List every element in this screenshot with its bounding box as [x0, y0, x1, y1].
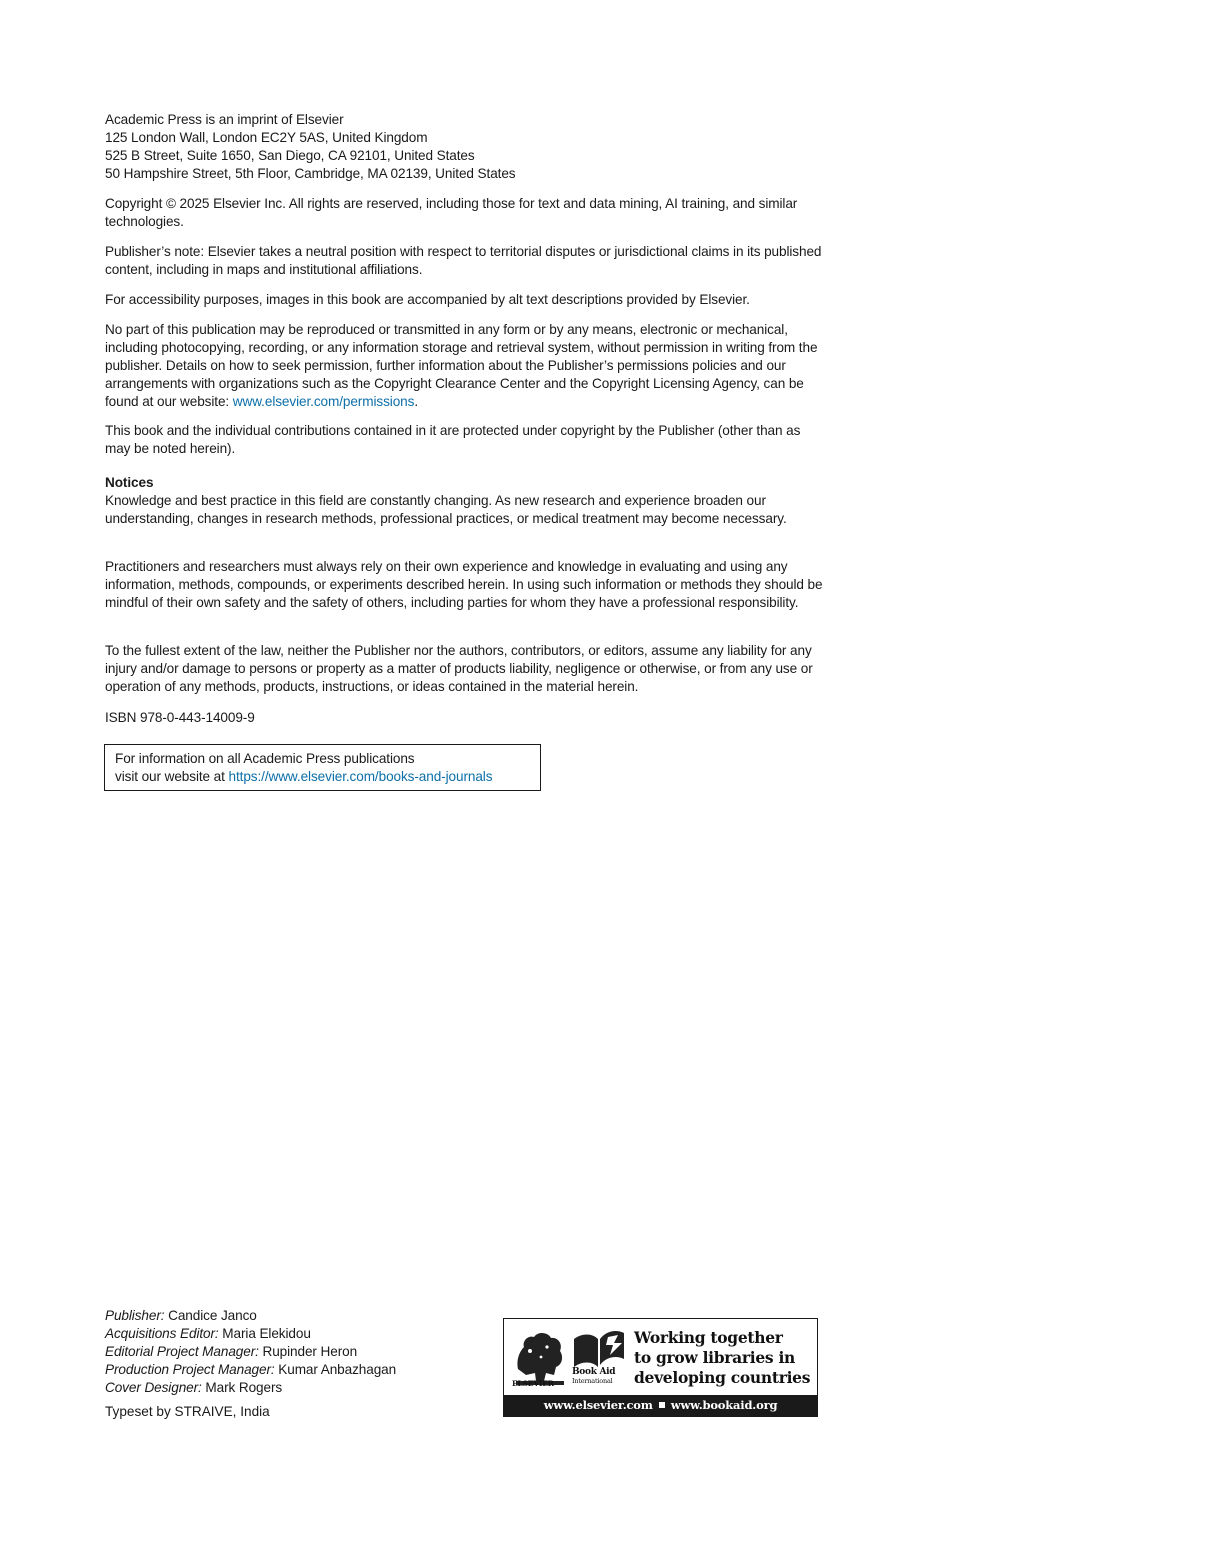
notices-paragraph: To the fullest extent of the law, neither the Publisher nor the authors, contributors, or editors, assume any liability for any injury and/or damage to persons or property as a matter of products liability, negligence or otherwise, or from any use or operation of any methods, products, instructions, or ideas contained in the material herein. — [105, 643, 813, 694]
bookaid-logo-title: Book Aid — [572, 1367, 616, 1377]
notices-paragraph: Knowledge and best practice in this field are constantly changing. As new research and experience broaden our understanding, changes in research methods, professional practices, or medical treatment may become necessary. — [105, 493, 787, 526]
credit-row — [105, 1379, 396, 1397]
elsevier-website-link[interactable]: www.elsevier.com — [543, 1398, 653, 1412]
bookaid-footer-band — [504, 1395, 817, 1416]
protection-paragraph: This book and the individual contributions contained in it are protected under copyright by the Publisher (other than as may be noted herein). — [105, 423, 801, 456]
credit-row — [105, 1325, 396, 1343]
bookaid-banner — [503, 1318, 818, 1417]
info-box-prefix: visit our website at — [115, 769, 229, 784]
tagline-line: to grow libraries in — [634, 1348, 795, 1367]
credit-name: Candice Janco — [164, 1308, 257, 1323]
isbn: ISBN 978-0-443-14009-9 — [105, 710, 255, 725]
info-box — [104, 744, 541, 791]
bookaid-tagline — [634, 1328, 814, 1388]
tagline-line: Working together — [634, 1328, 783, 1347]
info-box-line: For information on all Academic Press publications — [115, 751, 415, 766]
credit-role: Production Project Manager: — [105, 1362, 275, 1377]
publisher-note-paragraph: Publisher’s note: Elsevier takes a neutral position with respect to territorial disputes or jurisdictional claims in its published content, including in maps and institutional affiliations. — [105, 244, 822, 277]
address-line: 50 Hampshire Street, 5th Floor, Cambridge, MA 02139, United States — [105, 166, 516, 181]
bookaid-website-link[interactable]: www.bookaid.org — [670, 1398, 778, 1412]
copyright-paragraph: Copyright © 2025 Elsevier Inc. All rights are reserved, including those for text and data mining, AI training, and similar technologies. — [105, 196, 798, 229]
credit-row — [105, 1343, 396, 1361]
credit-name: Rupinder Heron — [258, 1344, 358, 1359]
separator-square-icon — [659, 1402, 665, 1408]
bookaid-logo-subtitle: International — [572, 1377, 613, 1385]
credit-row — [105, 1361, 396, 1379]
accessibility-paragraph: For accessibility purposes, images in this book are accompanied by alt text descriptions provided by Elsevier. — [105, 292, 750, 307]
credit-role: Editorial Project Manager: — [105, 1344, 259, 1359]
address-line: 525 B Street, Suite 1650, San Diego, CA 92101, United States — [105, 148, 475, 163]
elsevier-logo-label: ELSEVIER — [512, 1379, 554, 1388]
credit-role: Cover Designer: — [105, 1380, 202, 1395]
credits-list — [105, 1307, 396, 1397]
books-journals-link[interactable]: https://www.elsevier.com/books-and-journals — [228, 769, 493, 784]
permissions-end: . — [414, 394, 418, 409]
credit-name: Kumar Anbazhagan — [274, 1362, 397, 1377]
credit-name: Maria Elekidou — [218, 1326, 311, 1341]
permissions-paragraph — [105, 321, 825, 411]
address-line: 125 London Wall, London EC2Y 5AS, United Kingdom — [105, 130, 428, 145]
credit-name: Mark Rogers — [201, 1380, 283, 1395]
bookaid-logo-icon — [572, 1329, 626, 1369]
notices-paragraph: Practitioners and researchers must always rely on their own experience and knowledge in evaluating and using any information, methods, compounds, or experiments described herein. In using such information or methods they should be mindful of their own safety and the safety of others, including parties for whom they have a professional responsibility. — [105, 559, 823, 610]
publisher-address — [105, 111, 825, 183]
notices-section — [105, 474, 825, 528]
notices-heading: Notices — [105, 475, 154, 490]
credit-row — [105, 1307, 396, 1325]
tagline-line: developing countries — [634, 1368, 811, 1387]
permissions-link[interactable]: www.elsevier.com/permissions — [232, 394, 415, 409]
credit-role: Publisher: — [105, 1308, 165, 1323]
permissions-text: No part of this publication may be reproduced or transmitted in any form or by any means, electronic or mechanical, including photocopying, recording, or any information storage and retrieval system, without permission in writing from the publisher. Details on how to seek permission, further information about the Publisher’s permissions policies and our arrangements with organizations such as the Copyright Clearance Center and the Copyright Licensing Agency, can be found at our website: — [105, 322, 818, 409]
address-line: Academic Press is an imprint of Elsevier — [105, 112, 344, 127]
bookaid-logo-label — [572, 1368, 615, 1386]
info-box-line — [115, 768, 540, 786]
typeset-line: Typeset by STRAIVE, India — [105, 1404, 270, 1419]
credit-role: Acquisitions Editor: — [105, 1326, 219, 1341]
